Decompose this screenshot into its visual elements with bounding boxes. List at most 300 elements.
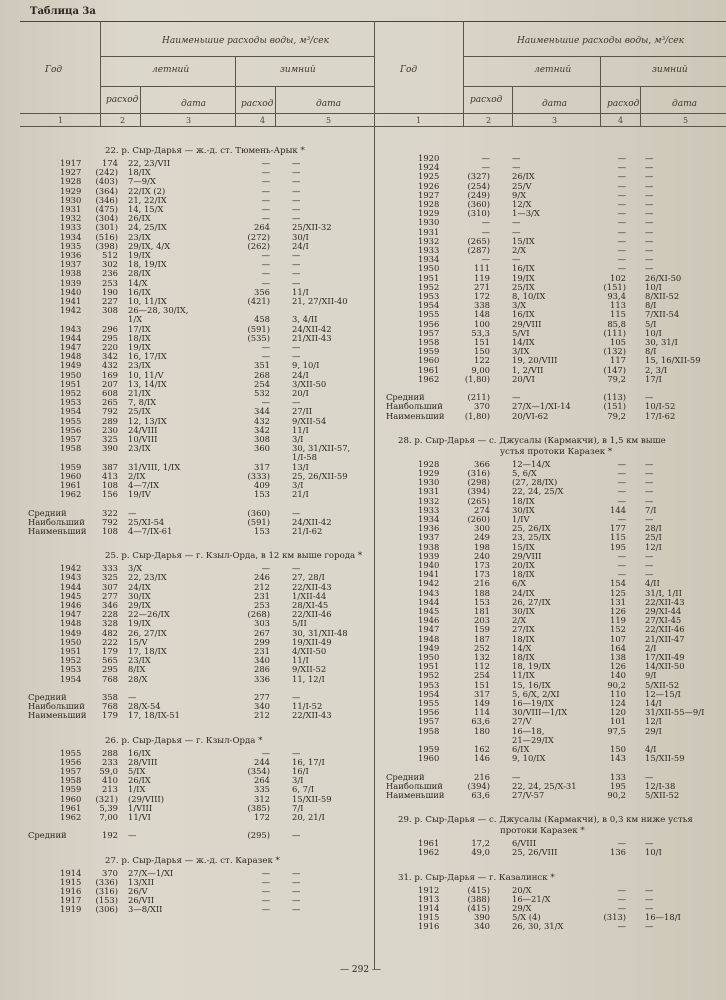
cell-summer-flow: 188 [474,587,490,598]
cell-summer-date: 5, 6/X, 2/XI [512,688,560,699]
cell-winter-date: 22/XII-43 [645,596,685,607]
table-row [0,707,726,716]
cell-summer-flow: 340 [474,921,490,932]
cell-year: 1958 [60,775,82,786]
cell-winter-flow: — [617,153,626,163]
cell-winter-date: — [645,153,654,163]
table-row [0,680,726,689]
table-row [0,468,726,477]
cell-winter-flow: — [617,486,626,497]
cell-summer-flow: 114 [474,707,490,718]
cell-year: Наименьший [386,410,445,421]
cell-winter-date: 30, 31/XII-57, [292,443,351,454]
header-hline [463,56,726,57]
cell-summer-date: 28/X [128,673,148,684]
cell-summer-date: 26/V [128,886,148,896]
cell-summer-date: 18/IX [128,332,151,343]
cell-winter-flow: 356 [254,286,270,297]
cell-year: 1933 [418,504,440,515]
cell-year: 1930 [418,217,440,228]
cell-winter-date: 27, 28/I [292,572,325,583]
cell-winter-date: 28/I [645,523,662,534]
cell-summer-date: 13, 14/IX [128,378,167,389]
cell-year: 1950 [60,369,82,380]
cell-year: 1924 [418,162,440,173]
cell-summer-flow: 112 [474,661,490,672]
table-row [0,615,726,624]
cell-summer-date: 22, 24, 25/X [512,486,564,497]
cell-winter-flow: — [261,277,270,288]
cell-year: 1953 [60,664,82,675]
cell-summer-flow: 216 [474,771,490,782]
cell-summer-flow: 265 [102,397,118,408]
cell-winter-date: 11/I [292,286,309,297]
cell-summer-date: 27/V [512,716,532,727]
table-row [0,162,726,171]
cell-winter-flow: (360) [247,507,270,518]
header-col-number: 5 [683,116,689,125]
cell-winter-date: 31/XII-55—9/I [645,707,705,718]
cell-summer-date: 27/X—1/XI-14 [512,401,571,412]
cell-winter-date: — [292,886,301,896]
cell-summer-date: 12—14/X [512,458,551,469]
cell-winter-date: 30, 31/XII-48 [292,627,348,638]
cell-winter-date: 25/XII-32 [292,222,332,233]
cell-summer-flow: 198 [474,541,490,552]
table-row [0,153,726,162]
section-title: устья протоки Каразек * [500,446,613,457]
cell-summer-date: 18, 19/IX [128,259,167,270]
table-row [0,254,726,263]
cell-summer-flow: (364) [95,185,118,196]
cell-year: 1959 [60,461,82,472]
table-row [0,477,726,486]
cell-year: 1929 [418,208,440,219]
cell-year: 1955 [418,698,440,708]
cell-year: 1951 [60,378,82,389]
cell-winter-flow: — [617,477,626,488]
cell-summer-flow: 173 [474,560,490,570]
cell-year: 1928 [418,458,440,469]
cell-summer-date: 7—9/X [128,176,156,187]
cell-winter-flow: 136 [610,847,626,858]
cell-summer-date: 18/IX [512,569,535,580]
table-row [0,847,726,856]
cell-winter-date: 19/XII-49 [292,636,332,647]
cell-winter-flow: 312 [254,793,270,804]
cell-winter-date: — [292,167,301,178]
cell-summer-flow: — [481,153,490,163]
cell-year: Наименьший [386,790,445,800]
cell-summer-date: 26, 30, 31/X [512,921,564,932]
cell-summer-flow: — [481,254,490,265]
cell-winter-flow: 97,5 [607,725,626,736]
table-row [0,505,726,514]
cell-winter-date: — [292,158,301,168]
cell-winter-date: — [292,342,301,352]
cell-winter-flow: — [261,351,270,362]
table-row [0,885,726,894]
cell-year: 1953 [418,679,440,690]
cell-summer-flow: 333 [102,563,118,574]
cell-summer-date: 27/IX [512,624,535,635]
cell-summer-date: 25, 26/IX [512,523,551,534]
cell-summer-flow: 346 [102,600,118,610]
table-row [0,300,726,309]
cell-winter-flow: 79,2 [607,410,626,421]
cell-winter-flow: — [261,185,270,196]
cell-year: Средний [386,771,425,782]
cell-winter-date: — [645,458,654,469]
cell-winter-date: — [292,213,301,224]
cell-winter-flow: 172 [254,812,270,822]
cell-year: 1936 [60,250,82,260]
cell-summer-flow: 325 [102,572,118,583]
cell-summer-flow: (301) [95,222,118,233]
cell-summer-flow: 768 [102,701,118,712]
cell-winter-flow: — [617,838,626,849]
table-row [0,753,726,762]
cell-year: 1953 [418,291,440,301]
cell-winter-date: — [645,514,654,524]
cell-winter-date: — [645,550,654,561]
table-row [0,496,726,505]
table-row [0,652,726,661]
cell-year: Средний [28,692,67,702]
cell-summer-flow: 17,2 [471,838,490,849]
cell-winter-flow: 90,2 [607,790,626,800]
cell-summer-date: 16/IX [128,286,151,297]
cell-winter-flow: (313) [603,912,626,923]
cell-summer-flow: 162 [474,744,490,754]
cell-year: 1952 [60,655,82,666]
cell-summer-date: 1/IX [128,784,146,795]
cell-summer-date: 1/IV [512,514,530,524]
table-row [0,716,726,725]
cell-year: 1949 [60,360,82,371]
cell-summer-date: 11/VI [128,812,151,822]
cell-winter-date: 21, 27/XII-40 [292,296,348,306]
cell-summer-date: 3/IX [512,346,530,357]
table-row [0,689,726,698]
cell-winter-date: 5/XII-52 [645,679,680,690]
cell-summer-date: 19/IX [128,342,151,352]
table-row [0,245,726,254]
cell-summer-flow: (415) [467,903,490,913]
cell-winter-flow: — [617,189,626,200]
cell-summer-date: 26, 27/IX [128,627,167,638]
header-col-number: 2 [120,116,126,125]
cell-summer-date: 14/X [128,277,148,288]
cell-summer-flow: 271 [474,281,490,292]
header-top-rule [20,21,726,22]
cell-summer-flow: (306) [95,904,118,915]
cell-winter-flow: 177 [610,523,626,534]
cell-year: 1942 [60,563,82,574]
cell-winter-date: — [645,468,654,478]
cell-summer-flow: 230 [102,424,118,435]
cell-winter-date: — [292,563,301,574]
cell-year: 1961 [60,802,82,813]
cell-winter-date: 24/XII-42 [292,516,332,527]
cell-year: 1916 [418,921,440,932]
cell-summer-flow: 254 [474,670,490,681]
cell-winter-date: — [292,185,301,196]
header-summer: летний [534,65,572,75]
cell-winter-flow: 117 [610,355,626,366]
cell-winter-flow: 264 [254,775,270,786]
cell-summer-date: 30/IX [128,590,151,601]
table-row [0,532,726,541]
cell-winter-flow: 308 [254,434,270,444]
cell-year: 1913 [418,893,440,904]
cell-winter-date: 22/XII-43 [292,710,332,721]
cell-summer-flow: 187 [474,633,490,644]
cell-winter-flow: — [617,263,626,274]
table-row [0,190,726,199]
cell-year: Наибольший [386,401,443,412]
cell-winter-flow: 124 [610,698,626,708]
cell-winter-flow: 90,2 [607,679,626,690]
cell-summer-date: 18/IX [128,167,151,178]
cell-winter-flow: — [617,884,626,895]
table-row [0,578,726,587]
cell-summer-flow: 252 [474,642,490,653]
cell-winter-date: 5/II [292,618,307,629]
cell-winter-date: — [645,893,654,904]
table-row [0,328,726,337]
cell-summer-flow: 366 [474,458,490,469]
cell-winter-flow: — [261,268,270,279]
cell-winter-date: — [645,263,654,274]
cell-winter-flow: 277 [254,692,270,702]
cell-winter-flow: — [617,180,626,191]
header-col-number: 4 [260,116,266,125]
cell-year: 1926 [418,180,440,191]
cell-summer-flow: 108 [102,480,118,490]
cell-summer-flow: 151 [474,337,490,347]
cell-year: 1956 [60,424,82,435]
cell-year: 1948 [60,351,82,362]
table-row [0,486,726,495]
cell-summer-date: 20/IX [512,560,535,570]
cell-year: 1945 [60,590,82,601]
cell-summer-date: 21—29/IX [512,734,554,745]
cell-winter-date: 10/I-52 [645,401,676,412]
cell-summer-date: 26/IX [128,775,151,786]
cell-year: 1954 [418,688,440,699]
cell-summer-date: 23, 25/IX [512,532,551,543]
cell-year: 1962 [60,812,82,822]
table-row [0,781,726,790]
cell-winter-flow: (272) [247,231,270,242]
table-row [0,425,374,434]
cell-year: 1929 [418,468,440,478]
cell-year: 1952 [418,670,440,681]
cell-summer-date: — [512,162,521,173]
cell-year: 1936 [418,523,440,534]
cell-summer-date: 22/IX (2) [128,185,166,196]
cell-summer-flow: 296 [102,323,118,334]
cell-summer-date: 21/IX [128,388,151,398]
section-title: протоки Каразек * [500,826,585,837]
cell-summer-date: 26/IX [512,171,535,182]
cell-summer-flow: 295 [102,332,118,343]
cell-winter-flow: (354) [247,766,270,776]
cell-winter-date: — [292,876,301,887]
cell-year: 1952 [418,281,440,292]
cell-winter-flow: 153 [254,489,270,500]
cell-summer-flow: (1,80) [464,373,490,384]
cell-winter-flow: — [261,176,270,187]
cell-summer-flow: 370 [102,867,118,878]
cell-winter-date: 28/XI-45 [292,600,329,610]
cell-summer-date: 25/IX [128,406,151,417]
cell-summer-date: 22, 23/VII [128,158,171,168]
cell-summer-date: 16/IX [512,263,535,274]
cell-winter-flow: 351 [254,360,270,371]
cell-winter-flow: 110 [610,688,626,699]
cell-winter-flow: 120 [610,707,626,718]
cell-year: 1944 [60,581,82,592]
cell-year: 1930 [60,194,82,205]
header-date: дата [316,99,341,109]
cell-winter-flow: 317 [254,461,270,472]
cell-winter-date: 8/XII-52 [645,291,680,301]
cell-summer-flow: 132 [474,652,490,662]
cell-summer-date: 5/X (4) [512,912,541,923]
cell-summer-flow: (298) [467,477,490,488]
cell-summer-flow: 119 [474,272,490,283]
cell-winter-flow: 107 [610,633,626,644]
cell-summer-flow: 5,39 [99,802,118,813]
cell-summer-flow: 342 [102,351,118,362]
cell-year: 1951 [60,646,82,656]
table-row [0,337,726,346]
cell-winter-flow: — [617,550,626,561]
cell-winter-date: 7/I [292,802,304,813]
table-row [0,365,726,374]
cell-summer-flow: (260) [467,514,490,524]
cell-winter-flow: (295) [247,830,270,841]
table-row [0,624,726,633]
cell-winter-flow: (421) [247,296,270,306]
cell-winter-flow: 102 [610,272,626,283]
cell-summer-flow: 207 [102,378,118,389]
cell-winter-date: — [292,277,301,288]
cell-winter-date: — [292,397,301,408]
table-row [0,181,726,190]
cell-winter-flow: 115 [610,309,626,320]
cell-summer-flow: (415) [467,884,490,895]
cell-summer-date: 8, 10/IX [512,291,546,301]
cell-summer-date: 19/IV [128,489,151,500]
cell-year: 1961 [418,838,440,849]
header-col-number: 2 [486,116,492,125]
cell-year: 1930 [418,477,440,488]
cell-winter-flow: 264 [254,222,270,233]
table-row [0,912,726,921]
cell-summer-flow: 151 [474,679,490,690]
cell-winter-flow: — [617,458,626,469]
cell-summer-flow: 192 [102,830,118,841]
cell-year: 1955 [60,747,82,758]
cell-summer-flow: 179 [102,710,118,721]
cell-year: 1934 [60,231,82,242]
cell-winter-flow: 195 [610,780,626,791]
cell-winter-date: 4/I [645,744,657,754]
cell-winter-date: — [645,771,654,782]
table-row [0,726,726,735]
cell-winter-flow: — [261,867,270,878]
cell-winter-date: 3, 4/II [292,314,318,325]
cell-summer-flow: 410 [102,775,118,786]
cell-summer-date: 18/IX [512,495,535,506]
cell-summer-date: 8/IX [128,664,146,675]
table-row [0,569,726,578]
cell-winter-date: 14/I [645,698,662,708]
table-row [0,236,726,245]
cell-summer-date: 5/IX [128,766,146,776]
table-row [0,903,726,915]
cell-winter-date: — [645,495,654,506]
cell-summer-date: 19/IX [128,618,151,629]
cell-summer-date: 5/VI [512,327,530,338]
cell-winter-date: 21/XII-43 [292,332,332,343]
cell-year: 1957 [60,434,82,444]
header-vline [512,86,513,126]
cell-summer-date: 28/IX [128,268,151,279]
cell-summer-date: 18, 19/IX [512,661,551,672]
cell-summer-flow: 274 [474,504,490,515]
cell-summer-date: 5, 6/X [512,468,537,478]
cell-winter-flow: — [617,569,626,580]
cell-winter-flow: — [617,162,626,173]
cell-summer-date: 3/X [512,300,527,311]
cell-summer-flow: 249 [474,532,490,543]
cell-winter-flow: 138 [610,652,626,662]
cell-winter-date: — [292,176,301,187]
table-row [0,597,726,606]
cell-summer-flow: 233 [102,756,118,767]
section-title: 22. р. Сыр-Дарья — ж.-д. ст. Тюмень-Арык * [105,146,305,156]
cell-winter-date: 9, 10/I [292,360,320,371]
cell-summer-date: 6/VIII [512,838,537,849]
cell-year: 1954 [60,406,82,417]
cell-summer-flow: 53,3 [471,327,490,338]
cell-year: 1941 [418,569,440,580]
cell-winter-flow: 268 [254,369,270,380]
header-mid-rule [20,113,726,114]
cell-summer-flow: 180 [474,725,490,736]
cell-winter-date: 11/I [292,424,309,435]
cell-winter-flow: (535) [247,332,270,343]
cell-summer-date: 19/IX [128,250,151,260]
table-row [0,735,726,744]
cell-winter-flow: — [617,235,626,246]
cell-winter-flow: 113 [610,300,626,311]
cell-summer-flow: 358 [102,692,118,702]
cell-summer-flow: (316) [95,886,118,896]
cell-year: 1958 [418,725,440,736]
cell-summer-flow: 156 [102,489,118,500]
cell-winter-date: 9/XII-54 [292,415,327,426]
cell-winter-flow: — [617,226,626,237]
cell-summer-date: 1/X [128,314,143,325]
cell-winter-flow: 126 [610,661,626,672]
cell-summer-date: 29/VIII [512,550,542,561]
cell-winter-date: 4/XII-50 [292,646,327,656]
